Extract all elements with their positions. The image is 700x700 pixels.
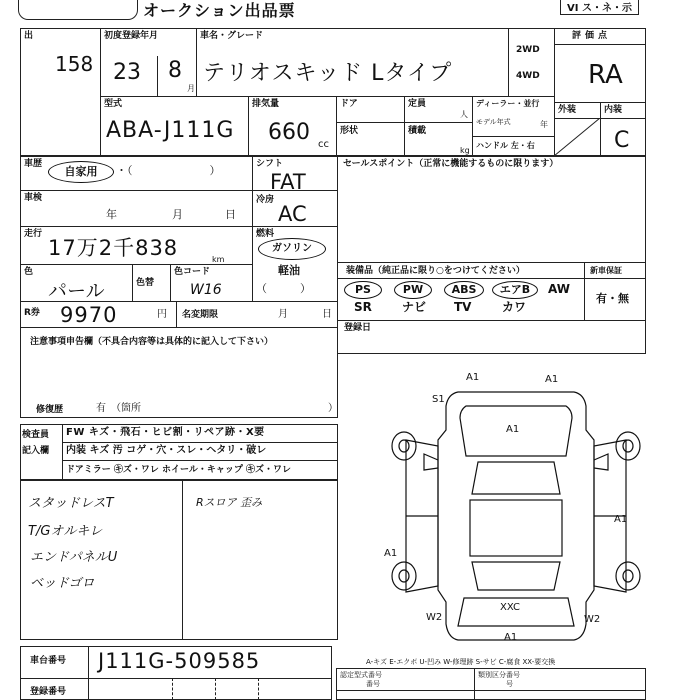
diagram-mark-2: A1 <box>545 374 559 385</box>
mileage-unit: km <box>212 255 225 264</box>
name-change-day: 日 <box>322 309 332 320</box>
corner-codes: VI ス・ネ・示 <box>560 0 639 15</box>
color-label: 色 <box>24 267 34 277</box>
fuel-selected: ガソリン <box>258 238 326 260</box>
inspection-year: 年 <box>106 208 117 221</box>
displacement-value: 660 <box>268 120 310 145</box>
legend-row-1: FW キズ・飛石・ヒビ割・リペア跡・X要 <box>66 427 265 438</box>
first-reg-year: 23 <box>113 60 141 85</box>
handle-label: ハンドル 左・右 <box>476 141 535 150</box>
equip-sr: SR <box>354 300 372 314</box>
model-label: 型式 <box>104 99 123 109</box>
capacity-label: 定員 <box>408 99 427 109</box>
color-value: パール <box>48 280 105 302</box>
sales-point-frame <box>337 156 646 354</box>
name-change-label: 名変期限 <box>182 310 219 320</box>
year-unit: 年 <box>540 120 548 129</box>
new-car-warranty-label: 新車保証 <box>590 266 622 275</box>
displacement-unit: cc <box>318 139 329 150</box>
diagram-mark-9: A1 <box>504 632 518 643</box>
header-logo-box <box>18 0 138 20</box>
interior-grade: C <box>614 128 630 153</box>
model-year-label: モデル年式 <box>476 118 511 126</box>
reg-number-label: 登録番号 <box>30 687 67 697</box>
drive-2wd: 2WD <box>516 45 540 55</box>
diagram-mark-1: A1 <box>466 372 480 383</box>
diagram-mark-5: A1 <box>614 514 628 525</box>
diagram-mark-4: S1 <box>432 394 445 405</box>
repair-value: 有 （箇所 <box>96 403 141 414</box>
interior-label: 内装 <box>604 105 623 115</box>
equip-leather: カワ <box>502 300 527 314</box>
repair-close: ） <box>328 403 338 414</box>
equip-tv: TV <box>454 300 472 314</box>
cert-label: 認定型式番号 <box>340 671 382 679</box>
diagram-mark-7: W2 <box>584 614 601 625</box>
inspection-day: 日 <box>225 208 236 221</box>
hand-note-5: Rスロア 歪み <box>196 496 263 509</box>
drive-4wd: 4WD <box>516 71 540 81</box>
equip-aw: AW <box>548 282 570 296</box>
first-reg-label: 初度登録年月 <box>104 31 159 41</box>
diagram-mark-3: A1 <box>506 424 520 435</box>
fuel-alt-paren: （ ） <box>256 282 311 295</box>
history-extra: ・（ ） <box>116 164 221 177</box>
cert-sub: 番号 <box>366 680 380 688</box>
recycle-unit: 円 <box>157 309 167 320</box>
inspector-label-1: 検査員 <box>22 430 50 440</box>
rating-score: RA <box>588 60 623 90</box>
equip-pw: PW <box>394 281 432 299</box>
hand-note-3: エンドパネルU <box>30 550 118 565</box>
hand-note-4: ベッドゴロ <box>30 576 95 591</box>
model-value: ABA-J111G <box>106 118 235 143</box>
color-code: W16 <box>190 282 222 298</box>
color-number-label: 色替 <box>136 278 155 288</box>
ac-label: 冷房 <box>256 195 275 205</box>
diagram-mark-10: A1 <box>384 548 398 559</box>
equip-ps: PS <box>344 281 382 299</box>
lot-number: 158 <box>55 52 94 76</box>
equip-abs: ABS <box>444 281 484 299</box>
displacement-label: 排気量 <box>252 99 280 109</box>
chassis-value: J111G-509585 <box>98 649 261 673</box>
inspector-label-2: 記入欄 <box>22 446 50 456</box>
doors-label: ドア <box>340 99 358 109</box>
car-name-value: テリオスキッド Lタイプ <box>203 61 453 86</box>
sales-point-label: セールスポイント（正常に機能するものに限ります） <box>343 159 559 169</box>
mileage-label: 走行 <box>24 229 43 239</box>
legend-row-2: 内装 キズ 汚 コゲ・穴・スレ・ヘタリ・破レ <box>66 445 267 456</box>
dealer-label: ディーラー・並行 <box>476 99 540 108</box>
diagram-mark-6: W2 <box>426 612 443 623</box>
fuel-label: 燃料 <box>256 229 275 239</box>
color-code-label: 色コード <box>174 267 211 277</box>
recycle-value: 9970 <box>60 303 118 327</box>
reg-date-label: 登録日 <box>344 323 372 333</box>
recycle-label: R券 <box>24 308 40 318</box>
name-change-month: 月 <box>278 309 288 320</box>
first-reg-month-unit: 月 <box>187 84 195 93</box>
equip-navi: ナビ <box>402 300 427 314</box>
inspection-month: 月 <box>172 208 183 221</box>
equip-airbag: エアB <box>492 281 538 299</box>
category-label: 類別区分番号 <box>478 671 520 679</box>
category-sub: 号 <box>506 680 513 688</box>
fuel-alt: 軽油 <box>278 264 300 277</box>
shift-label: シフト <box>256 159 284 169</box>
exterior-label: 外装 <box>558 105 577 115</box>
load-label: 積載 <box>408 126 427 136</box>
rating-label: 評価点 <box>572 31 612 41</box>
exterior-slash <box>554 118 600 156</box>
chassis-label: 車台番号 <box>30 656 67 666</box>
shift-value: FAT <box>270 170 306 194</box>
first-reg-month: 8 <box>168 58 182 83</box>
damage-legend: A-キズ E-エクボ U-凹み W-修理跡 S-サビ C-腐食 XX-要交換 <box>366 658 556 666</box>
new-car-warranty-value: 有・無 <box>596 292 629 305</box>
diagram-mark-8: XXC <box>500 602 520 613</box>
history-label: 車歴 <box>24 159 43 169</box>
ac-value: AC <box>278 202 307 226</box>
hand-note-1: スタッドレスT <box>28 496 114 511</box>
shape-label: 形状 <box>340 126 359 136</box>
header-banner: オークション出品票 <box>143 1 296 20</box>
hand-note-2: T/Gオルキレ <box>28 524 103 539</box>
inspection-label: 車検 <box>24 193 43 203</box>
car-name-label: 車名・グレード <box>200 31 264 41</box>
repair-label: 修復歴 <box>36 405 64 415</box>
load-unit: kg <box>460 146 470 155</box>
equipment-label: 装備品（純正品に限り○をつけてください） <box>346 266 525 276</box>
lot-label: 出 <box>24 31 34 41</box>
notes-label: 注意事項申告欄（不具合内容等は具体的に記入して下さい） <box>30 337 274 347</box>
history-value: 自家用 <box>48 161 114 183</box>
capacity-unit: 人 <box>460 110 468 119</box>
mileage-value: 17万2千838 <box>48 236 179 260</box>
legend-row-3: ドアミラー ㋖ズ・ワレ ホイール・キャップ ㋖ズ・ワレ <box>66 465 291 475</box>
